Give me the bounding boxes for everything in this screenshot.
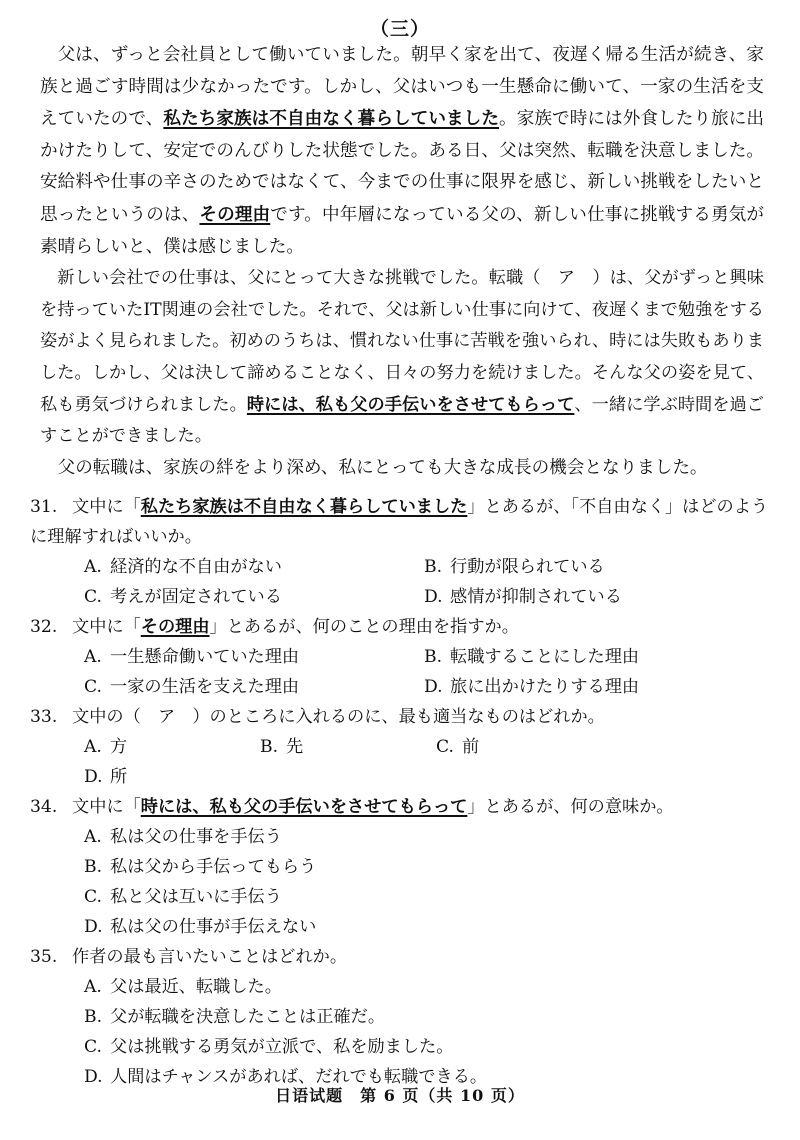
passage-paragraph-1: [40, 40, 764, 263]
option-a[interactable]: A. 父は最近、転職した。: [84, 977, 282, 997]
question-number: 31.: [30, 497, 58, 517]
reading-passage: [40, 40, 764, 484]
question-number: 32.: [30, 617, 58, 637]
question-stem: 文中の（ ア ）のところに入れるのに、最も適当なものはどれか。: [72, 707, 605, 727]
option-d[interactable]: D. 私は父の仕事が手伝えない: [84, 917, 317, 937]
question-stem: 作者の最も言いたいことはどれか。: [72, 947, 348, 967]
option-b[interactable]: B. 父が転職を決意したことは正確だ。: [84, 1007, 386, 1027]
option-a[interactable]: A. 一生懸命働いていた理由: [84, 647, 300, 667]
options: [30, 822, 770, 942]
passage-text: 、一緒に学ぶ時間を過ごすことができました。: [40, 394, 764, 447]
option-c[interactable]: C. 前: [436, 737, 480, 757]
option-a[interactable]: A. 方: [84, 737, 128, 757]
option-c[interactable]: C. 考えが固定されている: [84, 587, 282, 607]
options: [30, 552, 770, 612]
passage-paragraph-3: [40, 453, 764, 485]
option-c[interactable]: C. 私と父は互いに手伝う: [84, 887, 282, 907]
underlined-phrase-31: 私たち家族は不自由なく暮らしていました: [163, 108, 500, 130]
question-stem: 」とあるが、「不自由なく」はどのように理解すればいいか。: [30, 497, 769, 547]
option-a[interactable]: A. 経済的な不自由がない: [84, 557, 282, 577]
option-a[interactable]: A. 私は父の仕事を手伝う: [84, 827, 282, 847]
option-c[interactable]: C. 父は挑戦する勇気が立派で、私を励ました。: [84, 1037, 454, 1057]
question-number: 34.: [30, 797, 58, 817]
option-b[interactable]: B. 先: [260, 737, 304, 757]
question-underlined: 時には、私も父の手伝いをさせてもらって: [140, 797, 468, 817]
option-d[interactable]: D. 感情が抑制されている: [424, 587, 622, 607]
question-stem: 」とあるが、何のことの理由を指すか。: [209, 617, 519, 637]
options: [30, 972, 770, 1092]
passage-text: 父は、ずっと会社員として働いていました。朝早く家を出て、夜遅く帰る生活が続き、家族と過ごす時間は少なかったです。しかし、父はいつも一生懸命に働いて、一家の生活を支えていたので、: [40, 45, 764, 130]
question-32: [30, 612, 770, 702]
option-b[interactable]: B. 私は父から手伝ってもらう: [84, 857, 317, 877]
passage-text: 新しい会社での仕事は、父にとって大きな挑戦でした。転職: [57, 268, 524, 289]
question-31: [30, 492, 770, 612]
passage-text: は、父がずっと興味を持っていたIT関連の会社でした。それで、父は新しい仕事に向けて、夜遅くまで勉強をする姿がよく見られました。初めのうちは、慣れない仕事に苦戦を強いられ、時には失敗もありました。しかし、父は決して諦めることなく、日々の努力を続けました。そんな父の姿を見て、私も勇気づけられました。: [40, 268, 764, 415]
question-underlined: その理由: [140, 617, 210, 637]
passage-paragraph-2: [40, 263, 764, 453]
question-stem: 文中に「: [72, 797, 141, 817]
question-stem: 」とあるが、何の意味か。: [467, 797, 674, 817]
passage-text: 。家族で時には外食したり旅に出かけたりして、安定でのんびりした状態でした。ある日、父は突然、転職を決意しました。安給料や仕事の辛さのためではなくて、今までの仕事に限界を感じ、新しい挑戦をしたいと思ったというのは、: [40, 109, 764, 225]
option-b[interactable]: B. 転職することにした理由: [424, 647, 640, 667]
question-stem: 文中に「: [72, 617, 141, 637]
option-b[interactable]: B. 行動が限られている: [424, 557, 605, 577]
question-number: 33.: [30, 707, 58, 727]
option-d[interactable]: D. 人間はチャンスがあれば、だれでも転職できる。: [84, 1067, 488, 1087]
question-number: 35.: [30, 947, 58, 967]
blank-a: （ ア ）: [523, 268, 610, 289]
option-d[interactable]: D. 旅に出かけたりする理由: [424, 677, 640, 697]
underlined-phrase-34: 時には、私も父の手伝いをさせてもらって: [246, 394, 575, 415]
options: [30, 642, 770, 702]
section-title: （三）: [369, 18, 430, 40]
option-c[interactable]: C. 一家の生活を支えた理由: [84, 677, 300, 697]
passage-text: 父の転職は、家族の絆をより深め、私にとっても大きな成長の機会となりました。: [57, 457, 708, 478]
question-list: [30, 492, 770, 1092]
page-footer: 日语试题 第 6 页（共 10 页）: [275, 1086, 525, 1105]
question-stem: 文中に「: [72, 497, 141, 517]
question-35: [30, 942, 770, 1092]
question-34: [30, 792, 770, 942]
question-underlined: 私たち家族は不自由なく暮らしていました: [140, 497, 468, 517]
question-33: [30, 702, 770, 792]
option-d[interactable]: D. 所: [84, 767, 128, 787]
options: [30, 732, 770, 792]
passage-text: です。中年層になっている父の、新しい仕事に挑戦する勇気が素晴らしいと、僕は感じました。: [40, 204, 764, 257]
underlined-phrase-32: その理由: [199, 203, 271, 225]
